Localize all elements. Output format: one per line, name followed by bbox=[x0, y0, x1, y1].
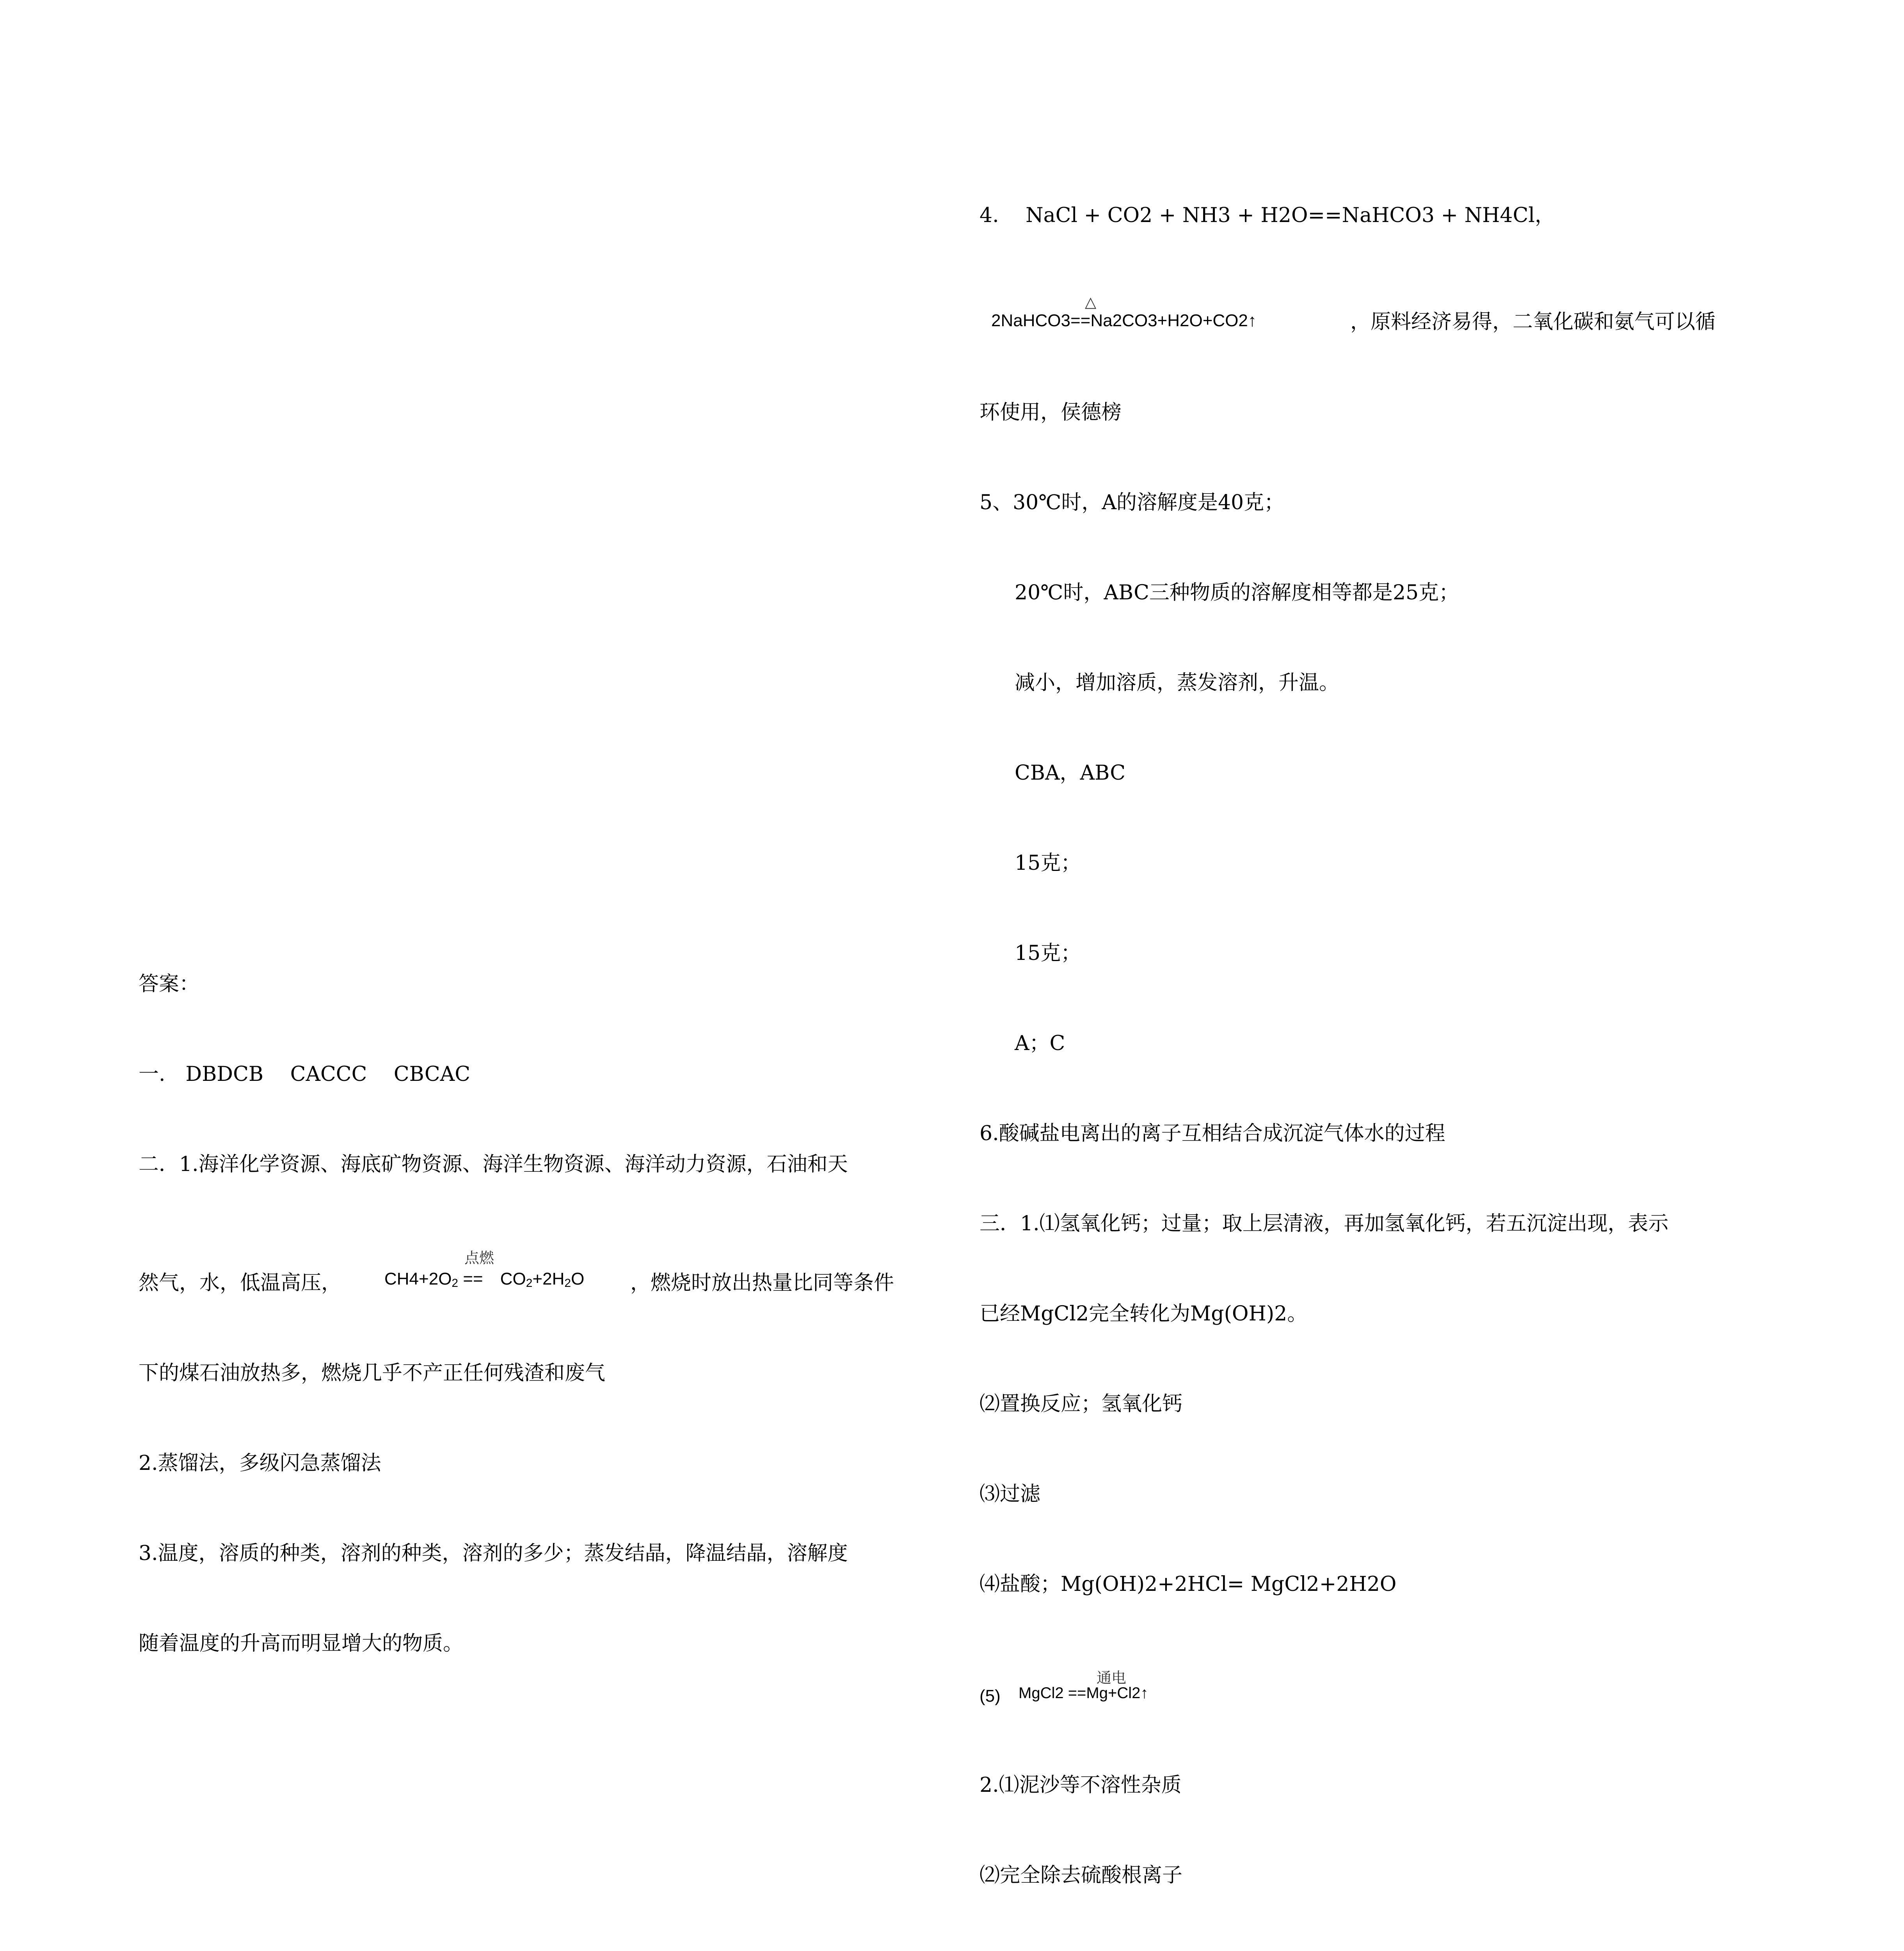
q6-answer: 6.酸碱盐电离出的离子互相结合成沉淀气体水的过程 bbox=[980, 1122, 1445, 1145]
q4-formula-line bbox=[980, 291, 1791, 338]
section-2-item-2: 2.蒸馏法，多级闪急蒸馏法 bbox=[139, 1452, 381, 1475]
section-2-pre-text: 然气，水，低温高压， bbox=[139, 1271, 342, 1295]
section-1-answers: 一. DBDCB CACCC CBCAC bbox=[139, 1063, 470, 1086]
section-2-line-3: 下的煤石油放热多，燃烧几乎不产正任何残渣和废气 bbox=[139, 1361, 606, 1385]
q5-line-7: A；C bbox=[1015, 1032, 1065, 1055]
methane-combustion-equation: $CH4+2O_2$ == $CO_2+2H_2O$ bbox=[384, 1269, 585, 1290]
q5-line-1: 5、30℃时，A的溶解度是40克； bbox=[980, 491, 1285, 514]
section-3-line-5: ⑷盐酸；Mg(OH)2+2HCl= MgCl2+2H2O bbox=[980, 1573, 1397, 1596]
answer-left-column bbox=[139, 909, 954, 1689]
q5-line-4: CBA，ABC bbox=[1015, 761, 1126, 785]
answer-title: 答案： bbox=[139, 972, 200, 996]
section-2-item-3-line-1: 3.温度，溶质的种类，溶剂的种类，溶剂的多少；蒸发结晶，降温结晶，溶解度 bbox=[139, 1542, 848, 1565]
section-3-2-line-2: ⑵完全除去硫酸根离子 bbox=[980, 1864, 1183, 1887]
q5-line-3: 减小，增加溶质，蒸发溶剂，升温。 bbox=[1015, 671, 1340, 695]
q4-line-1: 4. NaCl + CO2 + NH3 + H2O==NaHCO3 + NH4Cl， bbox=[980, 204, 1555, 227]
section-3-line-3: ⑵置换反应；氢氧化钙 bbox=[980, 1392, 1183, 1416]
heat-condition: △ bbox=[1085, 294, 1097, 311]
electrolysis-condition: 通电 bbox=[1097, 1670, 1127, 1686]
section-2-post-text: ，燃烧时放出热量比同等条件 bbox=[630, 1271, 894, 1295]
q5-line-6: 15克； bbox=[1015, 942, 1081, 965]
q5-line-5: 15克； bbox=[1015, 851, 1081, 875]
section-3-line-2: 已经MgCl2完全转化为Mg(OH)2。 bbox=[980, 1302, 1308, 1326]
q4-post-text: ，原料经济易得，二氧化碳和氨气可以循 bbox=[1350, 310, 1716, 334]
section-3-item-5-line bbox=[980, 1660, 1791, 1710]
section-3-line-4: ⑶过滤 bbox=[980, 1482, 1041, 1506]
q5-line-2: 20℃时，ABC三种物质的溶解度相等都是25克； bbox=[1015, 581, 1460, 604]
section-3-line-1: 三．1.⑴氢氧化钙；过量；取上层清液，再加氢氧化钙，若五沉淀出现，表示 bbox=[980, 1212, 1669, 1235]
combustion-condition: 点燃 bbox=[464, 1250, 494, 1267]
sodium-bicarbonate-decomposition: 2NaHCO3==Na2CO3+H2O+CO2↑ bbox=[991, 311, 1257, 330]
answer-right-column bbox=[980, 140, 1791, 1951]
q4-line-3: 环使用，侯德榜 bbox=[980, 401, 1122, 424]
item-5-label: (5) bbox=[980, 1686, 1001, 1706]
section-2-formula-line bbox=[139, 1240, 954, 1298]
magnesium-chloride-electrolysis: MgCl2 ==Mg+Cl2↑ bbox=[1019, 1684, 1148, 1702]
section-3-2-line-1: 2.⑴泥沙等不溶性杂质 bbox=[980, 1773, 1182, 1797]
section-2-line-1: 二．1.海洋化学资源、海底矿物资源、海洋生物资源、海洋动力资源，石油和天 bbox=[139, 1153, 848, 1176]
section-2-item-3-line-2: 随着温度的升高而明显增大的物质。 bbox=[139, 1632, 464, 1655]
